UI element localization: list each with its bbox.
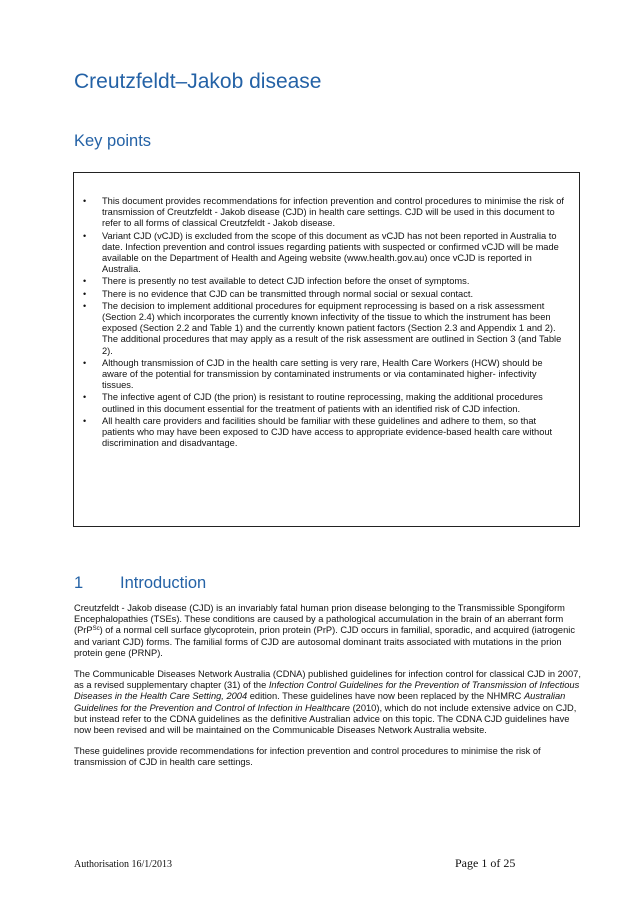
key-point-item: • There is presently no test available to detect CJD infection before the onset of symptoms. xyxy=(102,276,567,287)
superscript: Sc xyxy=(92,626,100,633)
section-number: 1 xyxy=(74,574,84,592)
italic-title: Australian Guidelines for the Prevention and Control of Infection in Healthcare xyxy=(74,691,566,713)
key-points-box xyxy=(73,172,580,527)
text-run: ) of a normal cell surface glycoprotein, prion protein (PrP). CJD occurs in familial, sporadic, and acquired (iatrogenic and variant CJD) forms. The familial forms of CJD are autosomal dominant traits associated with mutations in the prion protein gene (PRNP). xyxy=(74,625,575,658)
text-run: (2010), which do not include extensive advice on CJD, but instead refer to the CDNA guidelines as the definitive Australian advice on this topic. The CDNA CJD guidelines have now been revised and will be maintained on the Communicable Diseases Network Australia website. xyxy=(74,702,577,736)
section-title: Introduction xyxy=(120,574,207,592)
key-points-heading: Key points xyxy=(74,132,152,150)
footer-page-number: Page 1 of 25 xyxy=(455,856,516,870)
paragraph xyxy=(74,669,584,736)
key-point-item: • There is no evidence that CJD can be transmitted through normal social or sexual contact. xyxy=(102,289,567,300)
document-title: Creutzfeldt–Jakob disease xyxy=(74,70,322,93)
key-point-item: • Variant CJD (vCJD) is excluded from the scope of this document as vCJD has not been reported in Australia to date. Infection prevention and control issues regarding patients with suspected or confirmed vCJD will be made available on the Department of Health and Ageing website (www.health.gov.au) once vCJD is reported in Australia. xyxy=(102,231,567,276)
key-points-list xyxy=(74,173,579,449)
italic-title: Infection Control Guidelines for the Prevention of Transmission of Infectious Diseases in the Health Care Setting, 2004 xyxy=(74,680,580,702)
text-run: edition. These guidelines have now been replaced by the NHMRC xyxy=(247,691,524,702)
key-point-item: • The infective agent of CJD (the prion) is resistant to routine reprocessing, making the additional procedures outlined in this document essential for the treatment of patients with an identified risk of CJD infection. xyxy=(102,392,567,414)
key-point-item: • The decision to implement additional procedures for equipment reprocessing is based on a risk assessment (Section 2.4) which incorporates the currently known infectivity of the tissue to which the instrument has been exposed (Section 2.2 and Table 1) and the currently known patient factors (Section 2.3 and Appendix 1 and 2). The additional procedures that may apply as a result of the risk assessment are outlined in Section 3 (and Table 2). xyxy=(102,301,567,357)
text-run: Creutzfeldt - Jakob disease (CJD) is an invariably fatal human prion disease belonging to the Transmissible Spongiform Encephalopathies (TSEs). These conditions are caused by a pathological accumulation in the brain of an aberrant form (PrP xyxy=(74,603,565,636)
footer-authorisation: Authorisation 16/1/2013 xyxy=(74,859,173,870)
introduction-body xyxy=(74,603,584,779)
key-point-item: • This document provides recommendations for infection prevention and control procedures to minimise the risk of transmission of Creutzfeldt - Jakob disease (CJD) in health care settings. CJD will be used in this document to refer to all forms of classical Creutzfeldt - Jakob disease. xyxy=(102,196,567,230)
paragraph: These guidelines provide recommendations for infection prevention and control procedures to minimise the risk of transmission of CJD in health care settings. xyxy=(74,746,541,768)
text-run: The Communicable Diseases Network Australia (CDNA) published guidelines for infection control for classical CJD in 2007, as a revised supplementary chapter (31) of the xyxy=(74,669,581,691)
paragraph xyxy=(74,603,584,659)
key-point-item: • All health care providers and facilities should be familiar with these guidelines and adhere to them, so that patients who may have been exposed to CJD have access to appropriate evidence-based health care without discrimination and disadvantage. xyxy=(102,416,567,450)
key-point-item: • Although transmission of CJD in the health care setting is very rare, Health Care Workers (HCW) should be aware of the potential for transmission by contaminated instruments or via contaminated higher- infectivity tissues. xyxy=(102,358,567,392)
